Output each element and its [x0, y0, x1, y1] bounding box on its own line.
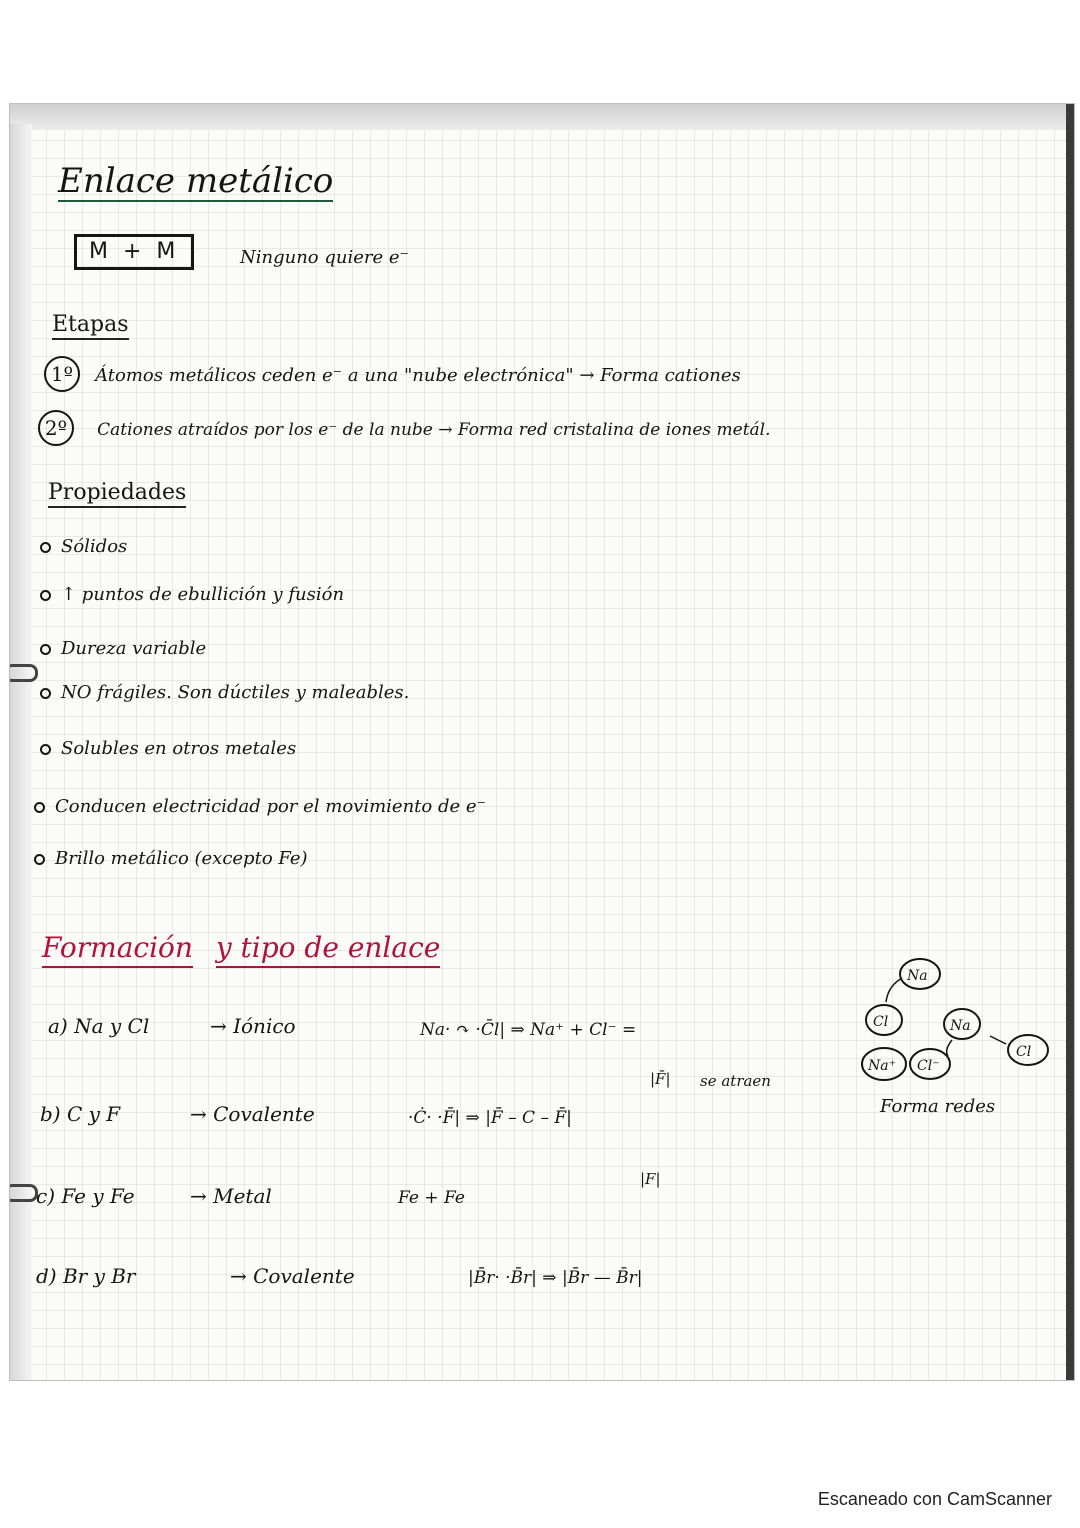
property-item: Solubles en otros metales: [40, 740, 296, 758]
binder-ring: [10, 664, 38, 682]
binder-ring: [10, 1184, 38, 1202]
property-item: NO frágiles. Son dúctiles y maleables.: [40, 684, 409, 702]
property-item: ↑ puntos de ebullición y fusión: [40, 586, 344, 604]
ionic-network-diagram: [840, 952, 1060, 1122]
page-right-edge: [1066, 104, 1074, 1380]
bond-item-type: → Iónico: [210, 1014, 296, 1038]
diagram-caption: Forma redes: [880, 1096, 996, 1117]
bond-item-type: → Covalente: [230, 1264, 355, 1288]
bond-item-formula: Na· ↷ ·C̄l| ⇒ Na⁺ + Cl⁻ =: [420, 1020, 637, 1040]
bond-item-label: c) Fe y Fe: [36, 1184, 135, 1208]
bond-item-label: b) C y F: [40, 1102, 121, 1126]
bullet-icon: [40, 542, 51, 553]
bullet-icon: [40, 744, 51, 755]
stage-number: 2º: [38, 410, 74, 446]
box-note: Ninguno quiere e⁻: [240, 247, 410, 268]
ion-node-label: Cl⁻: [917, 1058, 940, 1074]
notebook-page: [10, 104, 1074, 1380]
attract-note: se atraen: [700, 1072, 771, 1090]
ion-node-label: Na: [950, 1018, 971, 1034]
stage-text: Átomos metálicos ceden e⁻ a una "nube electrónica" → Forma cationes: [95, 365, 741, 386]
stage-number: 1º: [44, 356, 80, 392]
bullet-icon: [40, 688, 51, 699]
cf-bottom-fluorine: |F|: [640, 1170, 661, 1188]
property-item: Brillo metálico (excepto Fe): [34, 850, 308, 868]
property-item: Dureza variable: [40, 640, 206, 658]
ion-node-label: Na: [907, 968, 928, 984]
properties-heading: Propiedades: [48, 482, 186, 508]
bond-item-formula: ·Ċ· ·F̄| ⇒ |F̄ – C – F̄|: [408, 1108, 572, 1128]
stage-item: [38, 410, 771, 446]
cf-top-fluorine: |F̄|: [650, 1070, 671, 1088]
bond-item-formula: Fe + Fe: [398, 1188, 465, 1208]
section-title-metallic-bond: Enlace metálico: [58, 161, 334, 201]
bullet-icon: [40, 644, 51, 655]
bond-item-label: a) Na y Cl: [48, 1014, 150, 1038]
title-part-1: Formación: [42, 931, 193, 968]
title-part-2: y tipo de enlace: [216, 931, 441, 968]
attraction-arrow: [990, 1036, 1006, 1044]
page-top-edge: [10, 104, 1074, 130]
stage-item: [44, 356, 741, 392]
stage-text: Cationes atraídos por los e⁻ de la nube → Forma red cristalina de iones metál.: [97, 420, 771, 440]
bond-item-type: → Metal: [190, 1184, 272, 1208]
bond-item-formula: |B̄r· ·B̄r| ⇒ |B̄r — B̄r|: [468, 1268, 643, 1288]
formula-box: M + M: [74, 234, 194, 270]
bullet-icon: [34, 854, 45, 865]
stages-heading: Etapas: [52, 314, 129, 340]
attraction-arrow: [947, 1040, 952, 1056]
bullet-icon: [40, 590, 51, 601]
ion-node-label: Cl: [1016, 1044, 1032, 1060]
scanner-watermark: Escaneado con CamScanner: [817, 1489, 1052, 1509]
bond-item-label: d) Br y Br: [36, 1264, 136, 1288]
section-title-formation: [42, 931, 441, 964]
bond-item-type: → Covalente: [190, 1102, 315, 1126]
ion-node-label: Na⁺: [868, 1058, 896, 1074]
property-item: Conducen electricidad por el movimiento de e⁻: [34, 798, 486, 816]
ion-node-label: Cl: [873, 1014, 889, 1030]
property-item: Sólidos: [40, 538, 127, 556]
attraction-arrow: [886, 978, 902, 1002]
bullet-icon: [34, 802, 45, 813]
